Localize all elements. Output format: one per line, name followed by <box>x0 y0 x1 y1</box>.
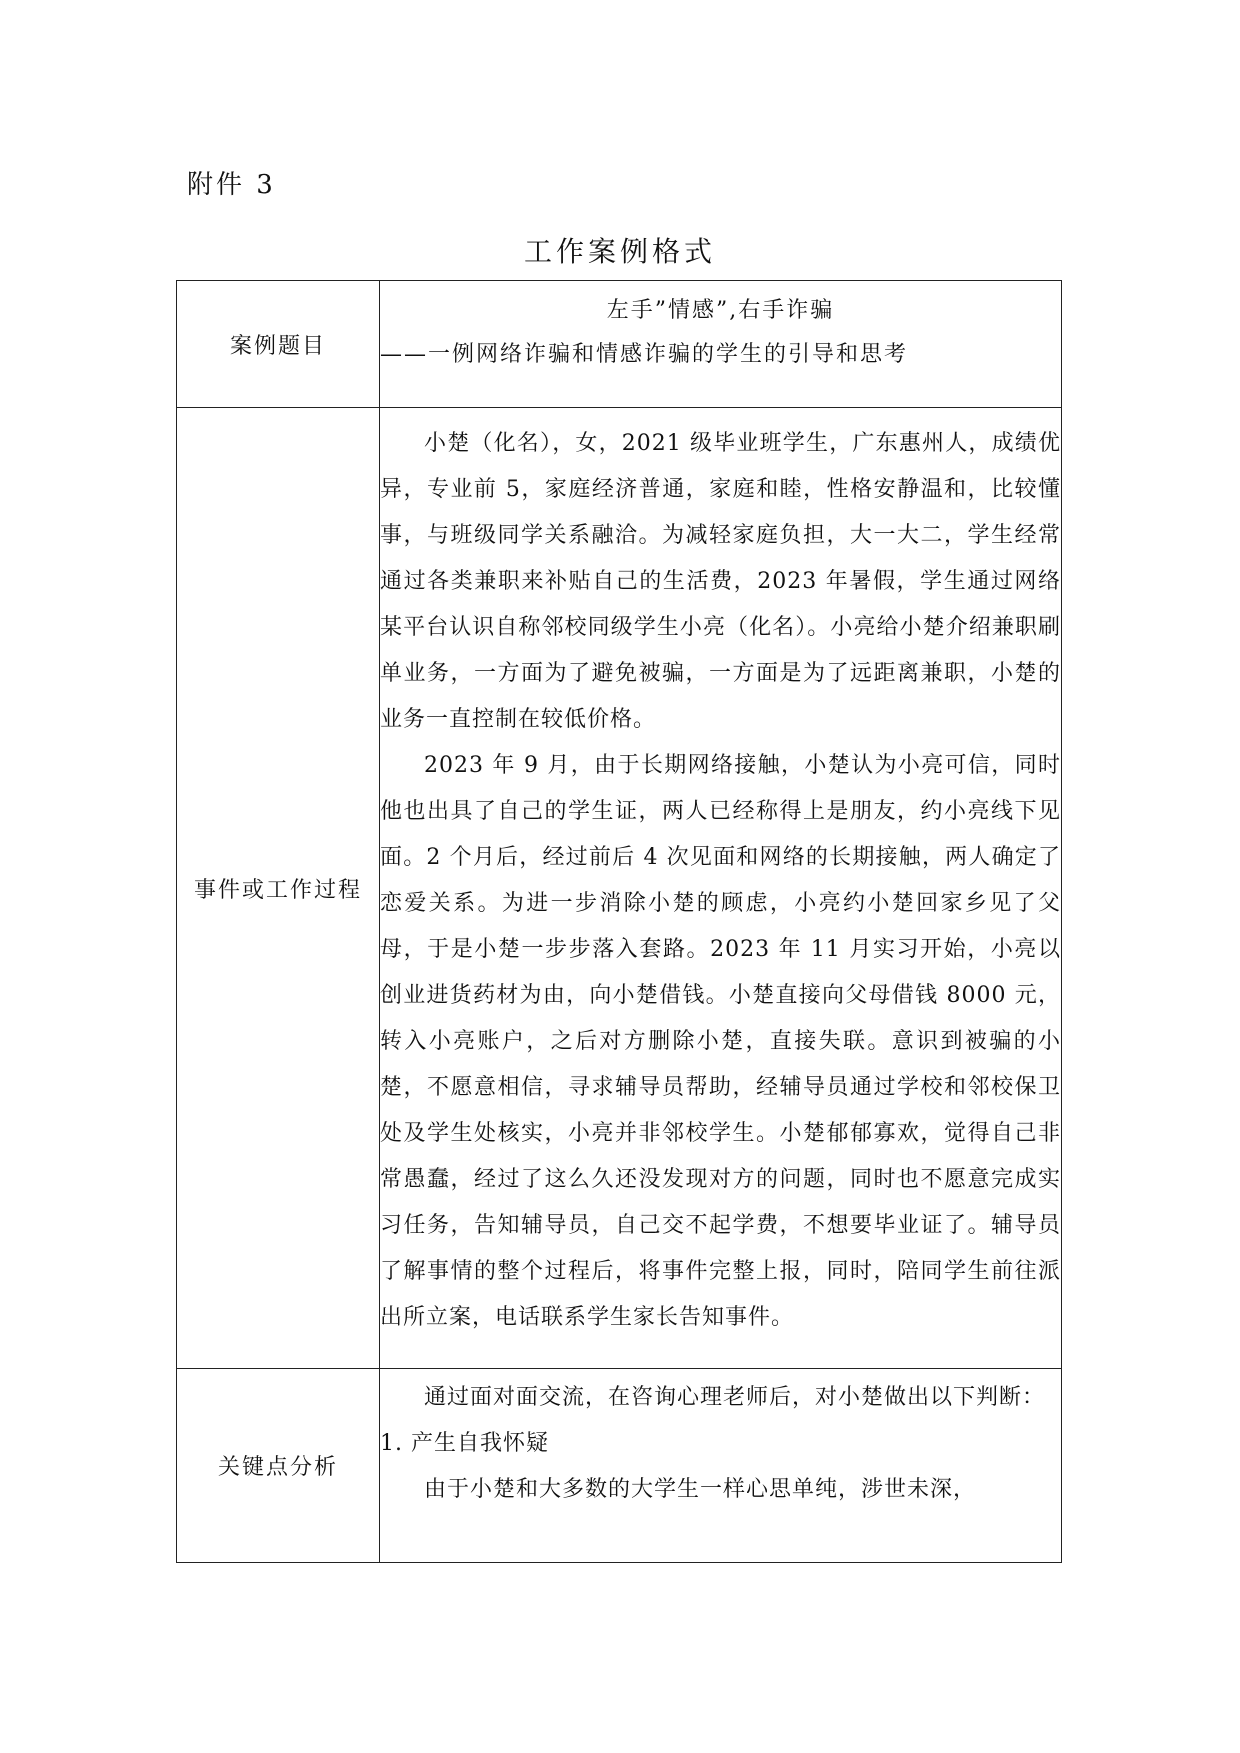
analysis-item-1-text: 由于小楚和大多数的大学生一样心思单纯，涉世未深， <box>424 1477 977 1502</box>
table-row-process <box>177 408 1062 1369</box>
case-title-subtitle: ——一例网络诈骗和情感诈骗的学生的引导和思考 <box>380 342 909 367</box>
analysis-intro: 通过面对面交流，在咨询心理老师后，对小楚做出以下判断： <box>424 1385 1046 1410</box>
case-title-content <box>380 281 1062 408</box>
case-title-main: 左手”情感”,右手诈骗 <box>606 298 835 323</box>
case-title-label: 案例题目 <box>177 281 380 408</box>
attachment-label: 附件 3 <box>187 170 276 200</box>
case-table <box>176 280 1062 1563</box>
document-title: 工作案例格式 <box>523 235 716 268</box>
process-paragraph-1: 小楚（化名），女，2021 级毕业班学生，广东惠州人，成绩优异，专业前 5，家庭经济普通，家庭和睦，性格安静温和，比较懂事，与班级同学关系融洽。为减轻家庭负担，大一大二，学生经常通过各类兼职来补贴自己的生活费，2023 年暑假，学生通过网络某平台认识自称邻校同级学生小亮（化名）。小亮给小楚介绍兼职刷单业务，一方面为了避免被骗，一方面是为了远距离兼职，小楚的业务一直控制在较低价格。 <box>380 431 1061 732</box>
table-row-case-title <box>177 281 1062 408</box>
analysis-content <box>380 1369 1062 1563</box>
process-paragraph-2: 2023 年 9 月，由于长期网络接触，小楚认为小亮可信，同时他也出具了自己的学生证，两人已经称得上是朋友，约小亮线下见面。2 个月后，经过前后 4 次见面和网络的长期接触，两人确定了恋爱关系。为进一步消除小楚的顾虑，小亮约小楚回家乡见了父母，于是小楚一步步落入套路。2023 年 11 月实习开始，小亮以创业进货药材为由，向小楚借钱。小楚直接向父母借钱 8000 元，转入小亮账户，之后对方删除小楚，直接失联。意识到被骗的小楚，不愿意相信，寻求辅导员帮助，经辅导员通过学校和邻校保卫处及学生处核实，小亮并非邻校学生。小楚郁郁寡欢，觉得自己非常愚蠢，经过了这么久还没发现对方的问题，同时也不愿意完成实习任务，告知辅导员，自己交不起学费，不想要毕业证了。辅导员了解事情的整个过程后，将事件完整上报，同时，陪同学生前往派出所立案，电话联系学生家长告知事件。 <box>380 753 1061 1330</box>
table-row-analysis <box>177 1369 1062 1563</box>
analysis-label: 关键点分析 <box>177 1369 380 1563</box>
process-content <box>380 408 1062 1369</box>
process-label: 事件或工作过程 <box>177 408 380 1369</box>
analysis-item-1-title: 1. 产生自我怀疑 <box>380 1431 549 1456</box>
